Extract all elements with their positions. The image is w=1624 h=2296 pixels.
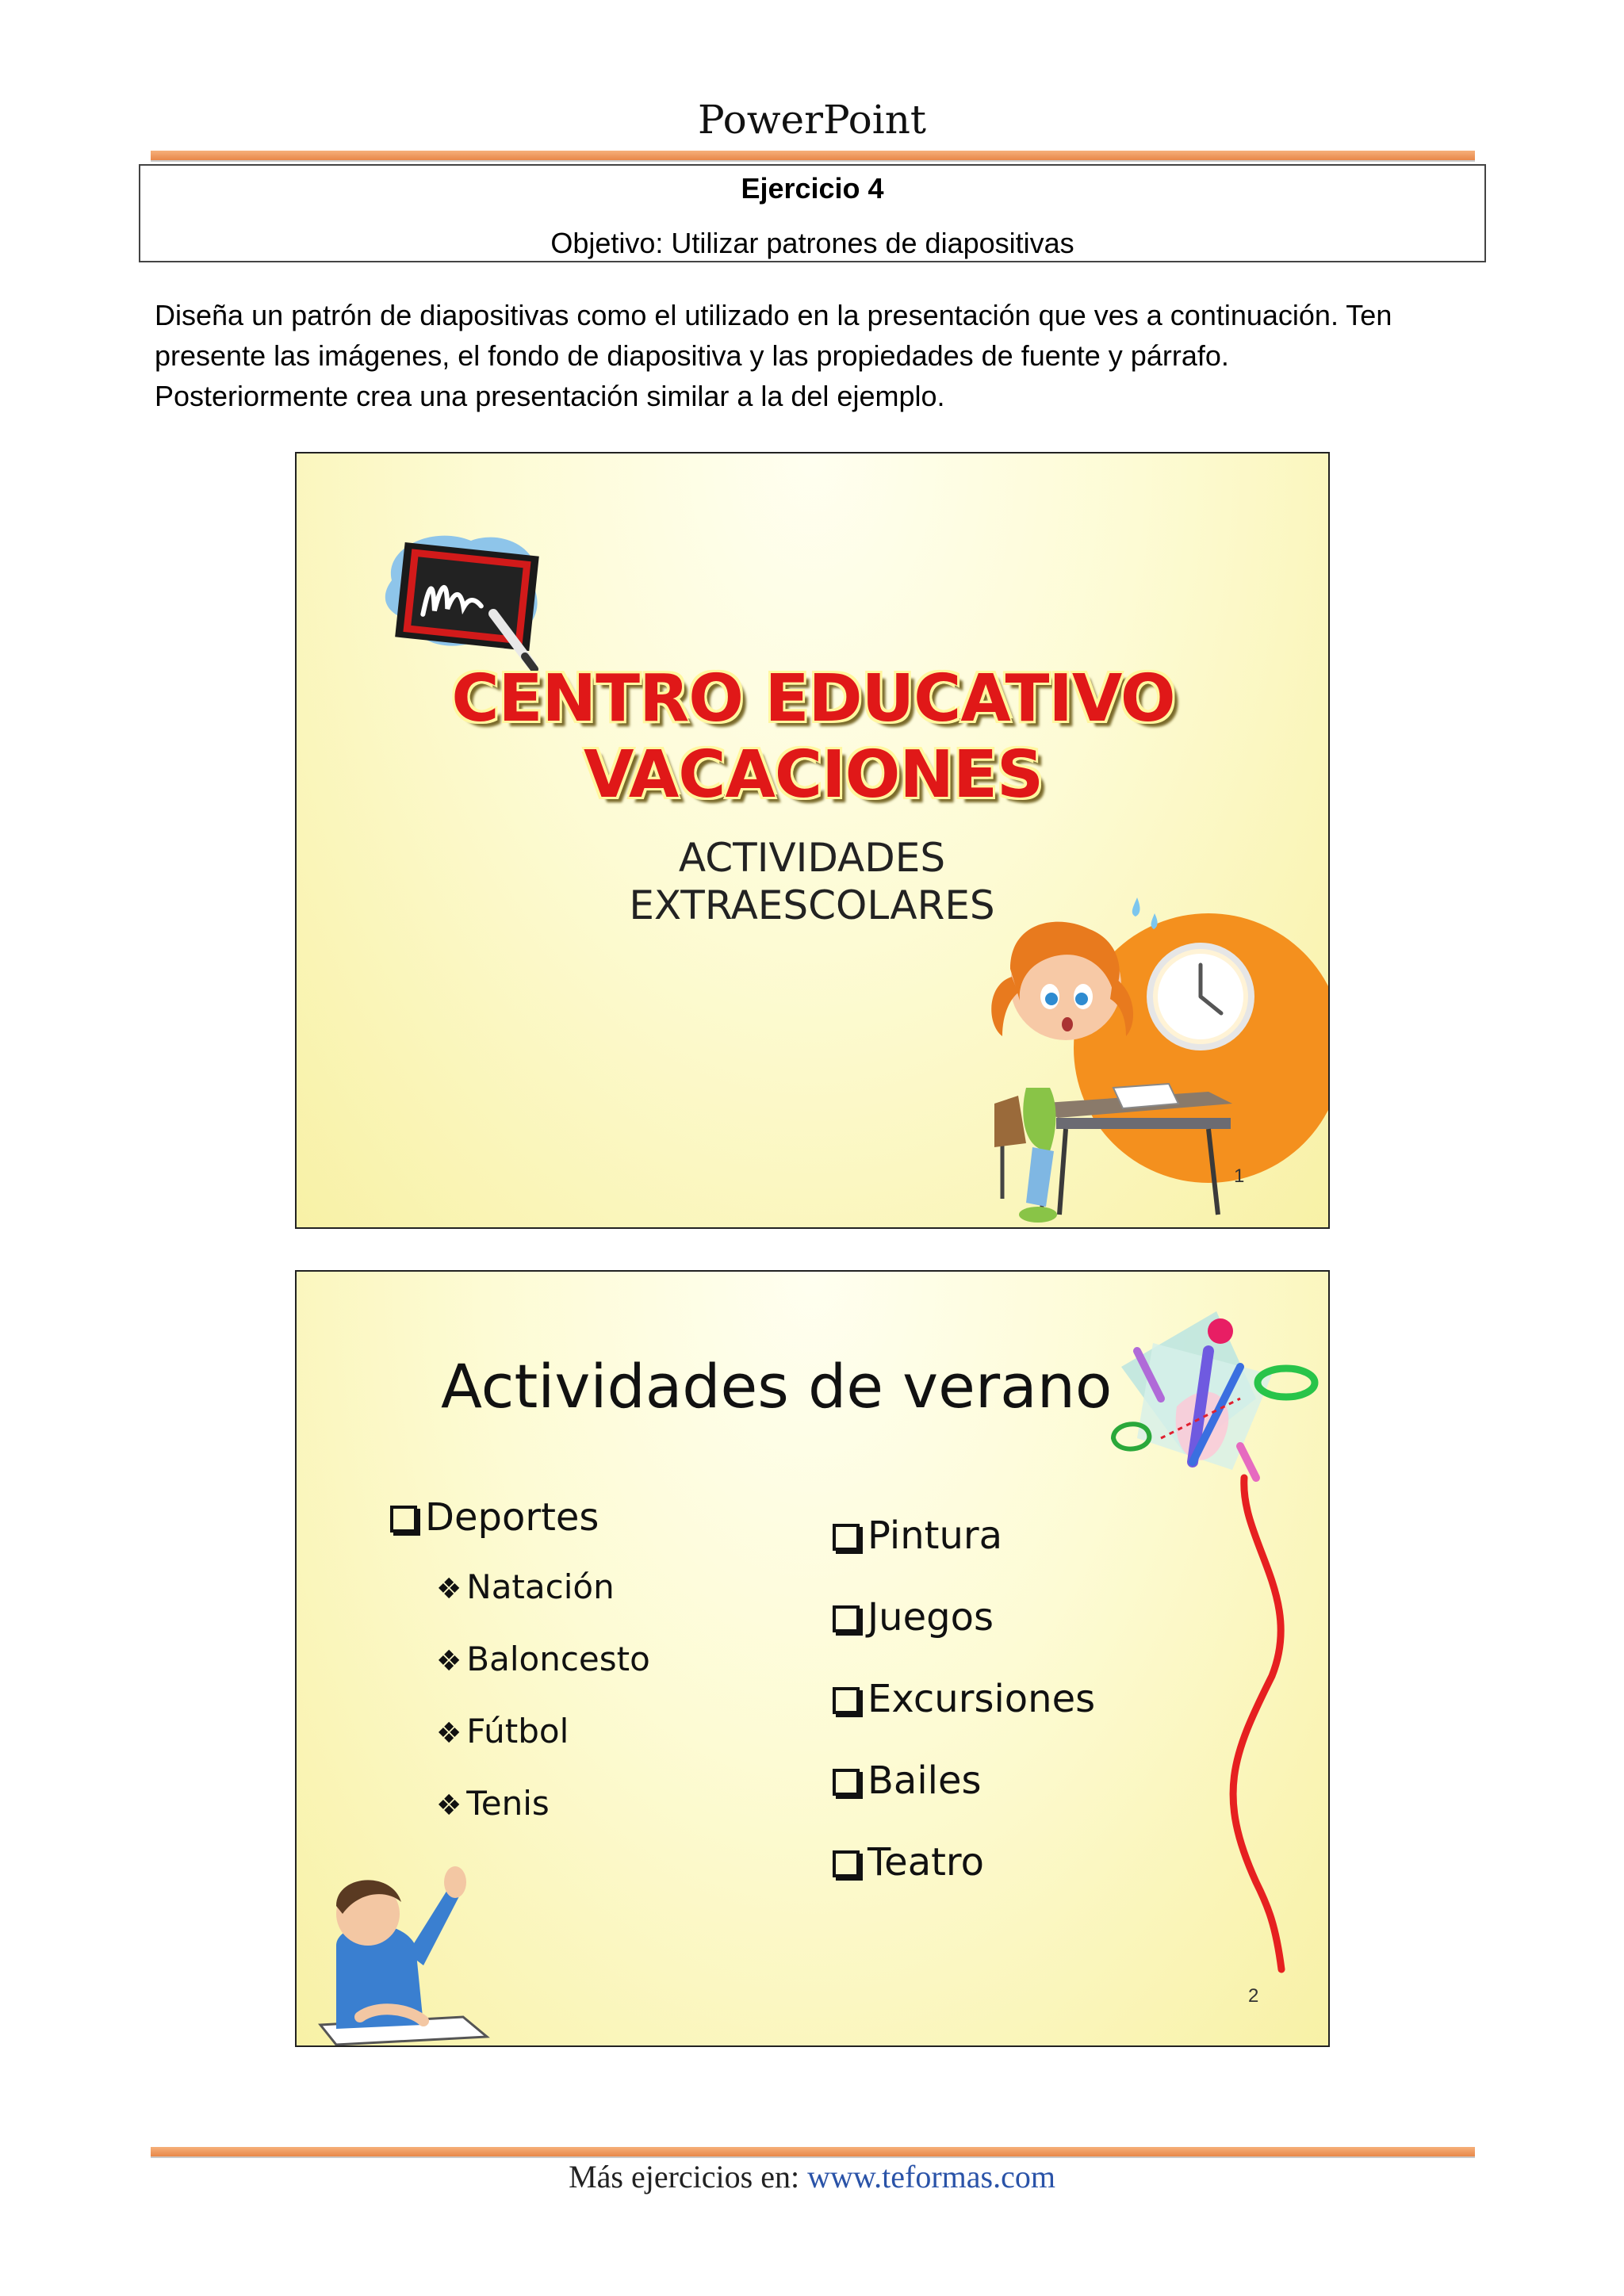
- girl-at-desk-illustration: [971, 866, 1330, 1229]
- list-item-label: Bailes: [868, 1758, 982, 1803]
- instructions-line: Diseña un patrón de diapositivas como el utilizado en la presentación que ves a continuación. Ten: [155, 299, 1392, 331]
- checkbox-bullet-icon: [833, 1605, 860, 1632]
- activities-list: [833, 1495, 1095, 1904]
- exercise-objective: Objetivo: Utilizar patrones de diapositivas: [550, 227, 1074, 259]
- list-item-label: Natación: [466, 1567, 615, 1606]
- list-item-label: Tenis: [466, 1784, 550, 1823]
- list-item: [833, 1659, 1095, 1740]
- slide-2: [295, 1270, 1330, 2047]
- list-item-label: Fútbol: [466, 1712, 569, 1751]
- list-item: [390, 1624, 650, 1697]
- footer: [0, 2158, 1624, 2195]
- clock-icon: [1150, 946, 1251, 1047]
- checkbox-bullet-icon: [833, 1524, 860, 1551]
- list-item-label: Juegos: [868, 1595, 994, 1640]
- checkbox-bullet-icon: [390, 1506, 417, 1533]
- list-item-label: Teatro: [868, 1840, 984, 1885]
- list-item: [833, 1740, 1095, 1822]
- slide-1: [295, 452, 1330, 1229]
- list-item-label: Baloncesto: [466, 1640, 650, 1678]
- list-item: [390, 1697, 650, 1769]
- page-header-title: PowerPoint: [697, 97, 926, 143]
- slide-1-title-line: CENTRO EDUCATIVO: [451, 661, 1175, 737]
- list-item: [833, 1577, 1095, 1659]
- list-item: [833, 1495, 1095, 1577]
- list-item-label: Pintura: [868, 1513, 1003, 1558]
- footer-website-link[interactable]: www.teformas.com: [807, 2159, 1055, 2195]
- list-item-label: Excursiones: [868, 1677, 1096, 1721]
- checkbox-bullet-icon: [833, 1769, 860, 1796]
- header-divider: [151, 151, 1475, 162]
- slide-1-title: [297, 661, 1328, 813]
- exercise-title: Ejercicio 4: [741, 172, 884, 205]
- diamond-bullet-icon: ❖: [436, 1645, 462, 1678]
- list-item: [390, 1494, 650, 1541]
- list-item: [833, 1822, 1095, 1904]
- boy-raising-hand-illustration: [304, 1827, 527, 2047]
- footer-divider: [151, 2147, 1475, 2158]
- instructions-line: Posteriormente crea una presentación similar a la del ejemplo.: [155, 380, 945, 412]
- instructions-line: presente las imágenes, el fondo de diapositiva y las propiedades de fuente y párrafo.: [155, 339, 1229, 372]
- instructions-paragraph: [155, 295, 1487, 416]
- diamond-bullet-icon: ❖: [436, 1573, 462, 1605]
- diamond-bullet-icon: ❖: [436, 1717, 462, 1750]
- slide-2-title: Actividades de verano: [441, 1351, 1113, 1422]
- list-item: [390, 1552, 650, 1624]
- list-item-label: Deportes: [425, 1495, 599, 1540]
- slide-number: 2: [1248, 1985, 1259, 2007]
- slide-number: 1: [1234, 1165, 1245, 1187]
- exercise-box: [139, 164, 1486, 262]
- checkbox-bullet-icon: [833, 1687, 860, 1714]
- footer-label: Más ejercicios en:: [569, 2159, 808, 2195]
- slide-1-subtitle-line: ACTIVIDADES: [678, 835, 946, 881]
- slide-1-subtitle-line: EXTRAESCOLARES: [629, 882, 995, 928]
- sports-list: [390, 1494, 650, 1841]
- slide-1-title-line: VACACIONES: [583, 737, 1044, 813]
- diamond-bullet-icon: ❖: [436, 1789, 462, 1822]
- school-supplies-illustration: [1074, 1280, 1327, 1993]
- checkbox-bullet-icon: [833, 1850, 860, 1877]
